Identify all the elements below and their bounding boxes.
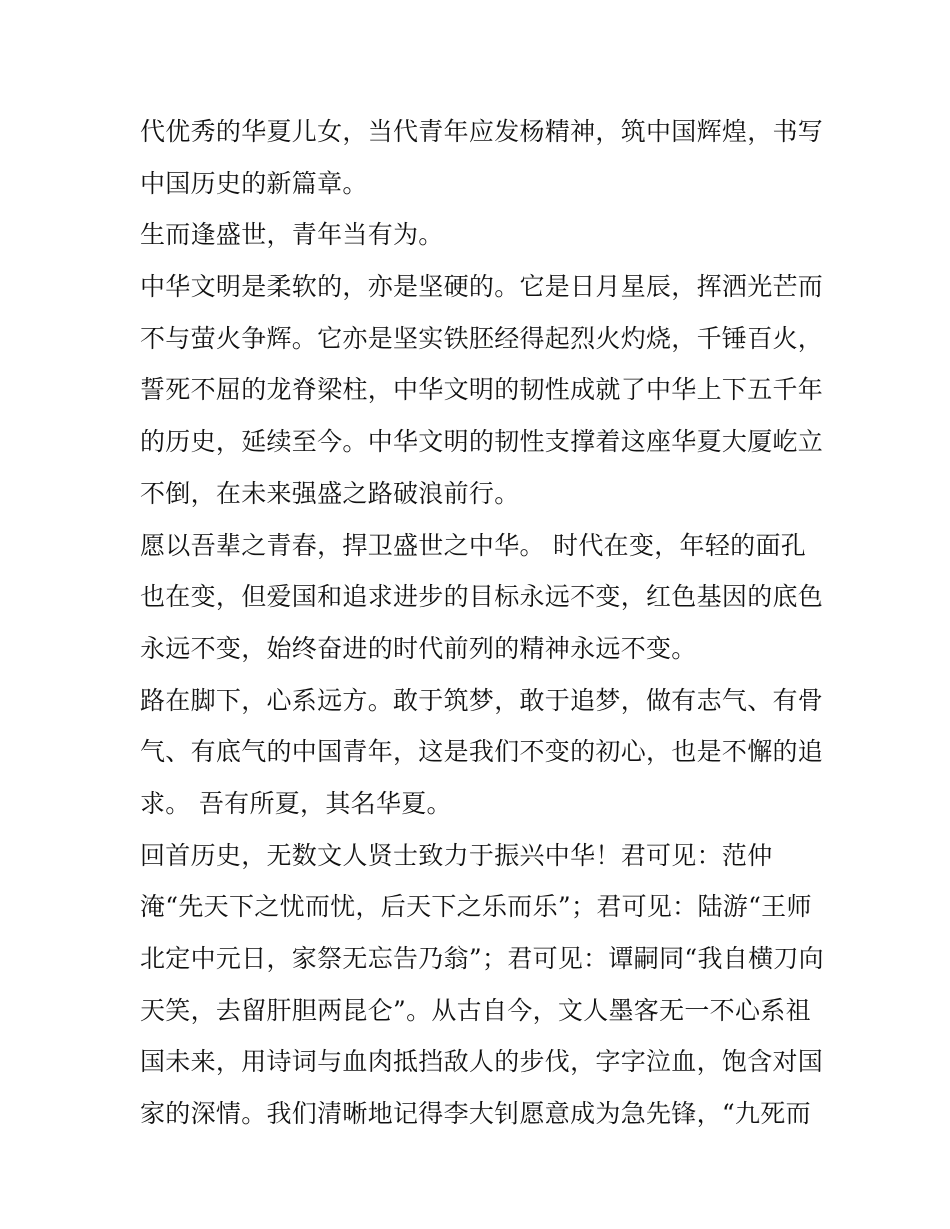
- text-line: 路在脚下，心系远方。敢于筑梦，敢于追梦，做有志气、有骨: [140, 685, 824, 715]
- text-line: 淹“先天下之忧而忧，后天下之乐而乐”；君可见：陆游“王师: [140, 892, 812, 922]
- text-line: 家的深情。我们清晰地记得李大钊愿意成为急先锋，“九死而: [140, 1099, 811, 1129]
- text-line: 生而逢盛世，青年当有为。: [140, 220, 444, 250]
- text-line: 愿以吾辈之青春，捍卫盛世之中华。 时代在变，年轻的面孔: [140, 530, 807, 560]
- text-line: 求。 吾有所夏，其名华夏。: [140, 788, 452, 818]
- text-line: 回首历史，无数文人贤士致力于振兴中华！君可见：范仲: [140, 840, 773, 870]
- text-line: 永远不变，始终奋进的时代前列的精神永远不变。: [140, 633, 697, 663]
- text-line: 誓死不屈的龙脊梁柱，中华文明的韧性成就了中华上下五千年: [140, 375, 824, 405]
- text-line: 中华文明是柔软的，亦是坚硬的。它是日月星辰，挥洒光芒而: [140, 272, 824, 302]
- text-line: 天笑，去留肝胆两昆仑”。从古自今，文人墨客无一不心系祖: [140, 995, 811, 1025]
- text-line: 也在变，但爱国和追求进步的目标永远不变，红色基因的底色: [140, 582, 824, 612]
- essay-text: [140, 106, 830, 1140]
- text-line: 中国历史的新篇章。: [140, 168, 368, 198]
- text-line: 不倒，在未来强盛之路破浪前行。: [140, 478, 520, 508]
- text-line: 国未来，用诗词与血肉抵挡敌人的步伐，字字泣血，饱含对国: [140, 1047, 824, 1077]
- text-line: 北定中元日，家祭无忘告乃翁”；君可见：谭嗣同“我自横刀向: [140, 944, 824, 973]
- text-line: 不与萤火争辉。它亦是坚实铁胚经得起烈火灼烧，千锤百火，: [140, 323, 824, 353]
- text-line: 的历史，延续至今。中华文明的韧性支撑着这座华夏大厦屹立: [140, 427, 824, 457]
- text-line: 气、有底气的中国青年，这是我们不变的初心，也是不懈的追: [140, 737, 824, 767]
- text-line: 代优秀的华夏儿女，当代青年应发杨精神，筑中国辉煌，书写: [140, 117, 824, 146]
